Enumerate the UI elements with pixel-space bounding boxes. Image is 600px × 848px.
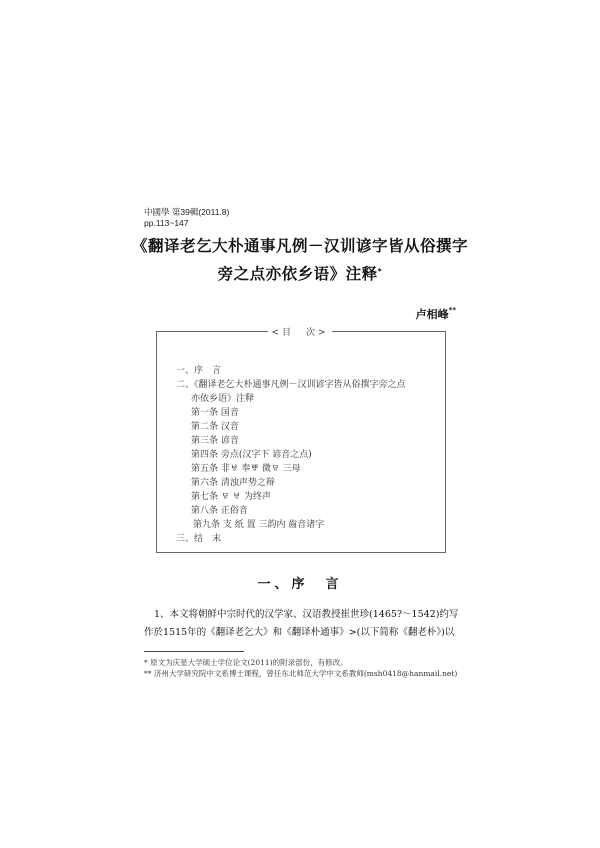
title-footnote-mark: * — [377, 267, 383, 276]
toc-item: 第一条 国音 — [191, 408, 239, 418]
toc-item: 第六条 清浊声势之辩 — [191, 478, 275, 488]
title-line-2 — [100, 262, 500, 286]
footnote-1: * 原文为庆星大学硕士学位论文(2011)的附录部份，有修改。 — [144, 658, 348, 667]
author — [416, 306, 456, 322]
toc-item: 第七条 ㅱ ㅸ 为终声 — [191, 492, 271, 502]
body-line: 1、本文将朝鲜中宗时代的汉学家、汉语教授崔世珍(1465?～1542)约写 — [154, 609, 459, 620]
section-heading: 一、序 言 — [257, 577, 343, 592]
toc-list — [176, 364, 406, 546]
toc-item: 第八条 正俗音 — [191, 506, 248, 516]
journal-issue: 中國學 第39輯(2011.8) — [144, 207, 230, 217]
journal-pages: pp.113~147 — [144, 218, 189, 228]
title-text: 旁之点亦依乡语》注释 — [217, 265, 378, 283]
toc-item: 三、结 末 — [176, 534, 222, 544]
toc-heading: <目 次> — [268, 325, 332, 338]
toc-item: 第二条 汉音 — [191, 422, 239, 432]
toc-item: 第三条 谚音 — [191, 436, 239, 446]
toc-item: 二、《翻译老乞大朴通事凡例－汉训谚字皆从俗撰字旁之点 — [176, 380, 406, 390]
body-line: 作於1515年的《翻译老乞大》和《翻译朴通事》>(以下简称《翻老朴》)以 — [144, 627, 455, 638]
author-name: 卢相峰 — [415, 308, 449, 321]
journal-info — [144, 207, 229, 229]
toc-item: 一、序 言 — [176, 366, 222, 376]
toc-item: 第四条 旁点(汉字下 谚音之点) — [191, 450, 312, 460]
footnote-2: ** 济州大学研究院中文系博士课程，曾任东北师范大学中文系教师(msh0418@hanmail.net) — [144, 669, 458, 678]
toc-item: 亦依乡语》注释 — [191, 394, 255, 404]
title-line-1: 《翻译老乞大朴通事凡例－汉训谚字皆从俗撰字 — [131, 237, 468, 255]
footnote-rule — [144, 651, 244, 652]
author-footnote-mark: ** — [448, 306, 456, 314]
toc-item: 第五条 非ㅸ 奉ㅹ 微ㅱ 三母 — [191, 464, 301, 474]
toc-item: 第九条 支 纸 置 三韵内 齒音诸字 — [193, 520, 325, 530]
body-paragraph — [144, 606, 460, 642]
